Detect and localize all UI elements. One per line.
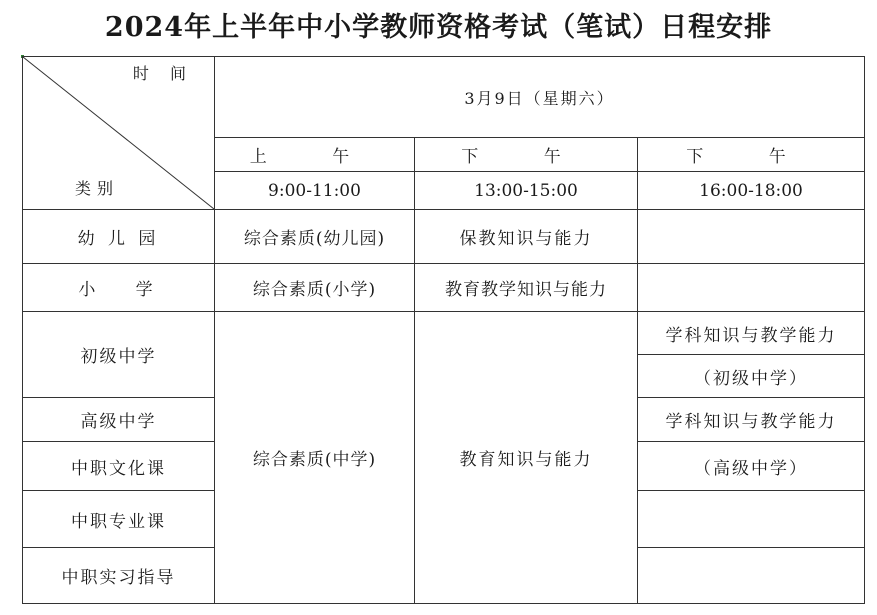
period-label-morning: 上 午 [215,138,415,172]
kindergarten-morning-subject: 综合素质(幼儿园) [215,210,415,264]
category-vocational-major: 中职专业课 [23,491,215,548]
category-kindergarten: 幼 儿 园 [23,210,215,264]
secondary-morning-subject: 综合素质(中学) [215,312,415,604]
category-junior: 初级中学 [23,312,215,398]
kindergarten-afternoon2-empty [638,210,865,264]
vocational-major-empty [638,491,865,548]
kindergarten-afternoon-subject: 保教知识与能力 [415,210,638,264]
time-afternoon-2: 16:00-18:00 [638,172,865,210]
date-header: 3月9日（星期六） [215,57,865,138]
junior-subject-line-2: （初级中学） [638,355,865,398]
period-label-afternoon-2: 下 午 [638,138,865,172]
corner-time-label: 时 间 [132,64,194,83]
primary-morning-subject: 综合素质(小学) [215,264,415,312]
senior-subject-line-2: （高级中学） [638,442,865,491]
time-morning: 9:00-11:00 [215,172,415,210]
category-vocational-practice: 中职实习指导 [23,548,215,604]
category-primary: 小 学 [23,264,215,312]
primary-afternoon2-empty [638,264,865,312]
time-afternoon-1: 13:00-15:00 [415,172,638,210]
schedule-table [22,56,865,604]
category-senior: 高级中学 [23,398,215,442]
category-vocational-culture: 中职文化课 [23,442,215,491]
secondary-afternoon-subject: 教育知识与能力 [415,312,638,604]
junior-subject-line-1: 学科知识与教学能力 [638,312,865,355]
corner-header-cell [23,57,215,210]
corner-category-label: 类别 [75,179,120,198]
page-title: 2024年上半年中小学教师资格考试（笔试）日程安排 [104,12,773,43]
vocational-practice-empty [638,548,865,604]
primary-afternoon-subject: 教育教学知识与能力 [415,264,638,312]
senior-subject-line-1: 学科知识与教学能力 [638,398,865,442]
period-label-afternoon-1: 下 午 [415,138,638,172]
